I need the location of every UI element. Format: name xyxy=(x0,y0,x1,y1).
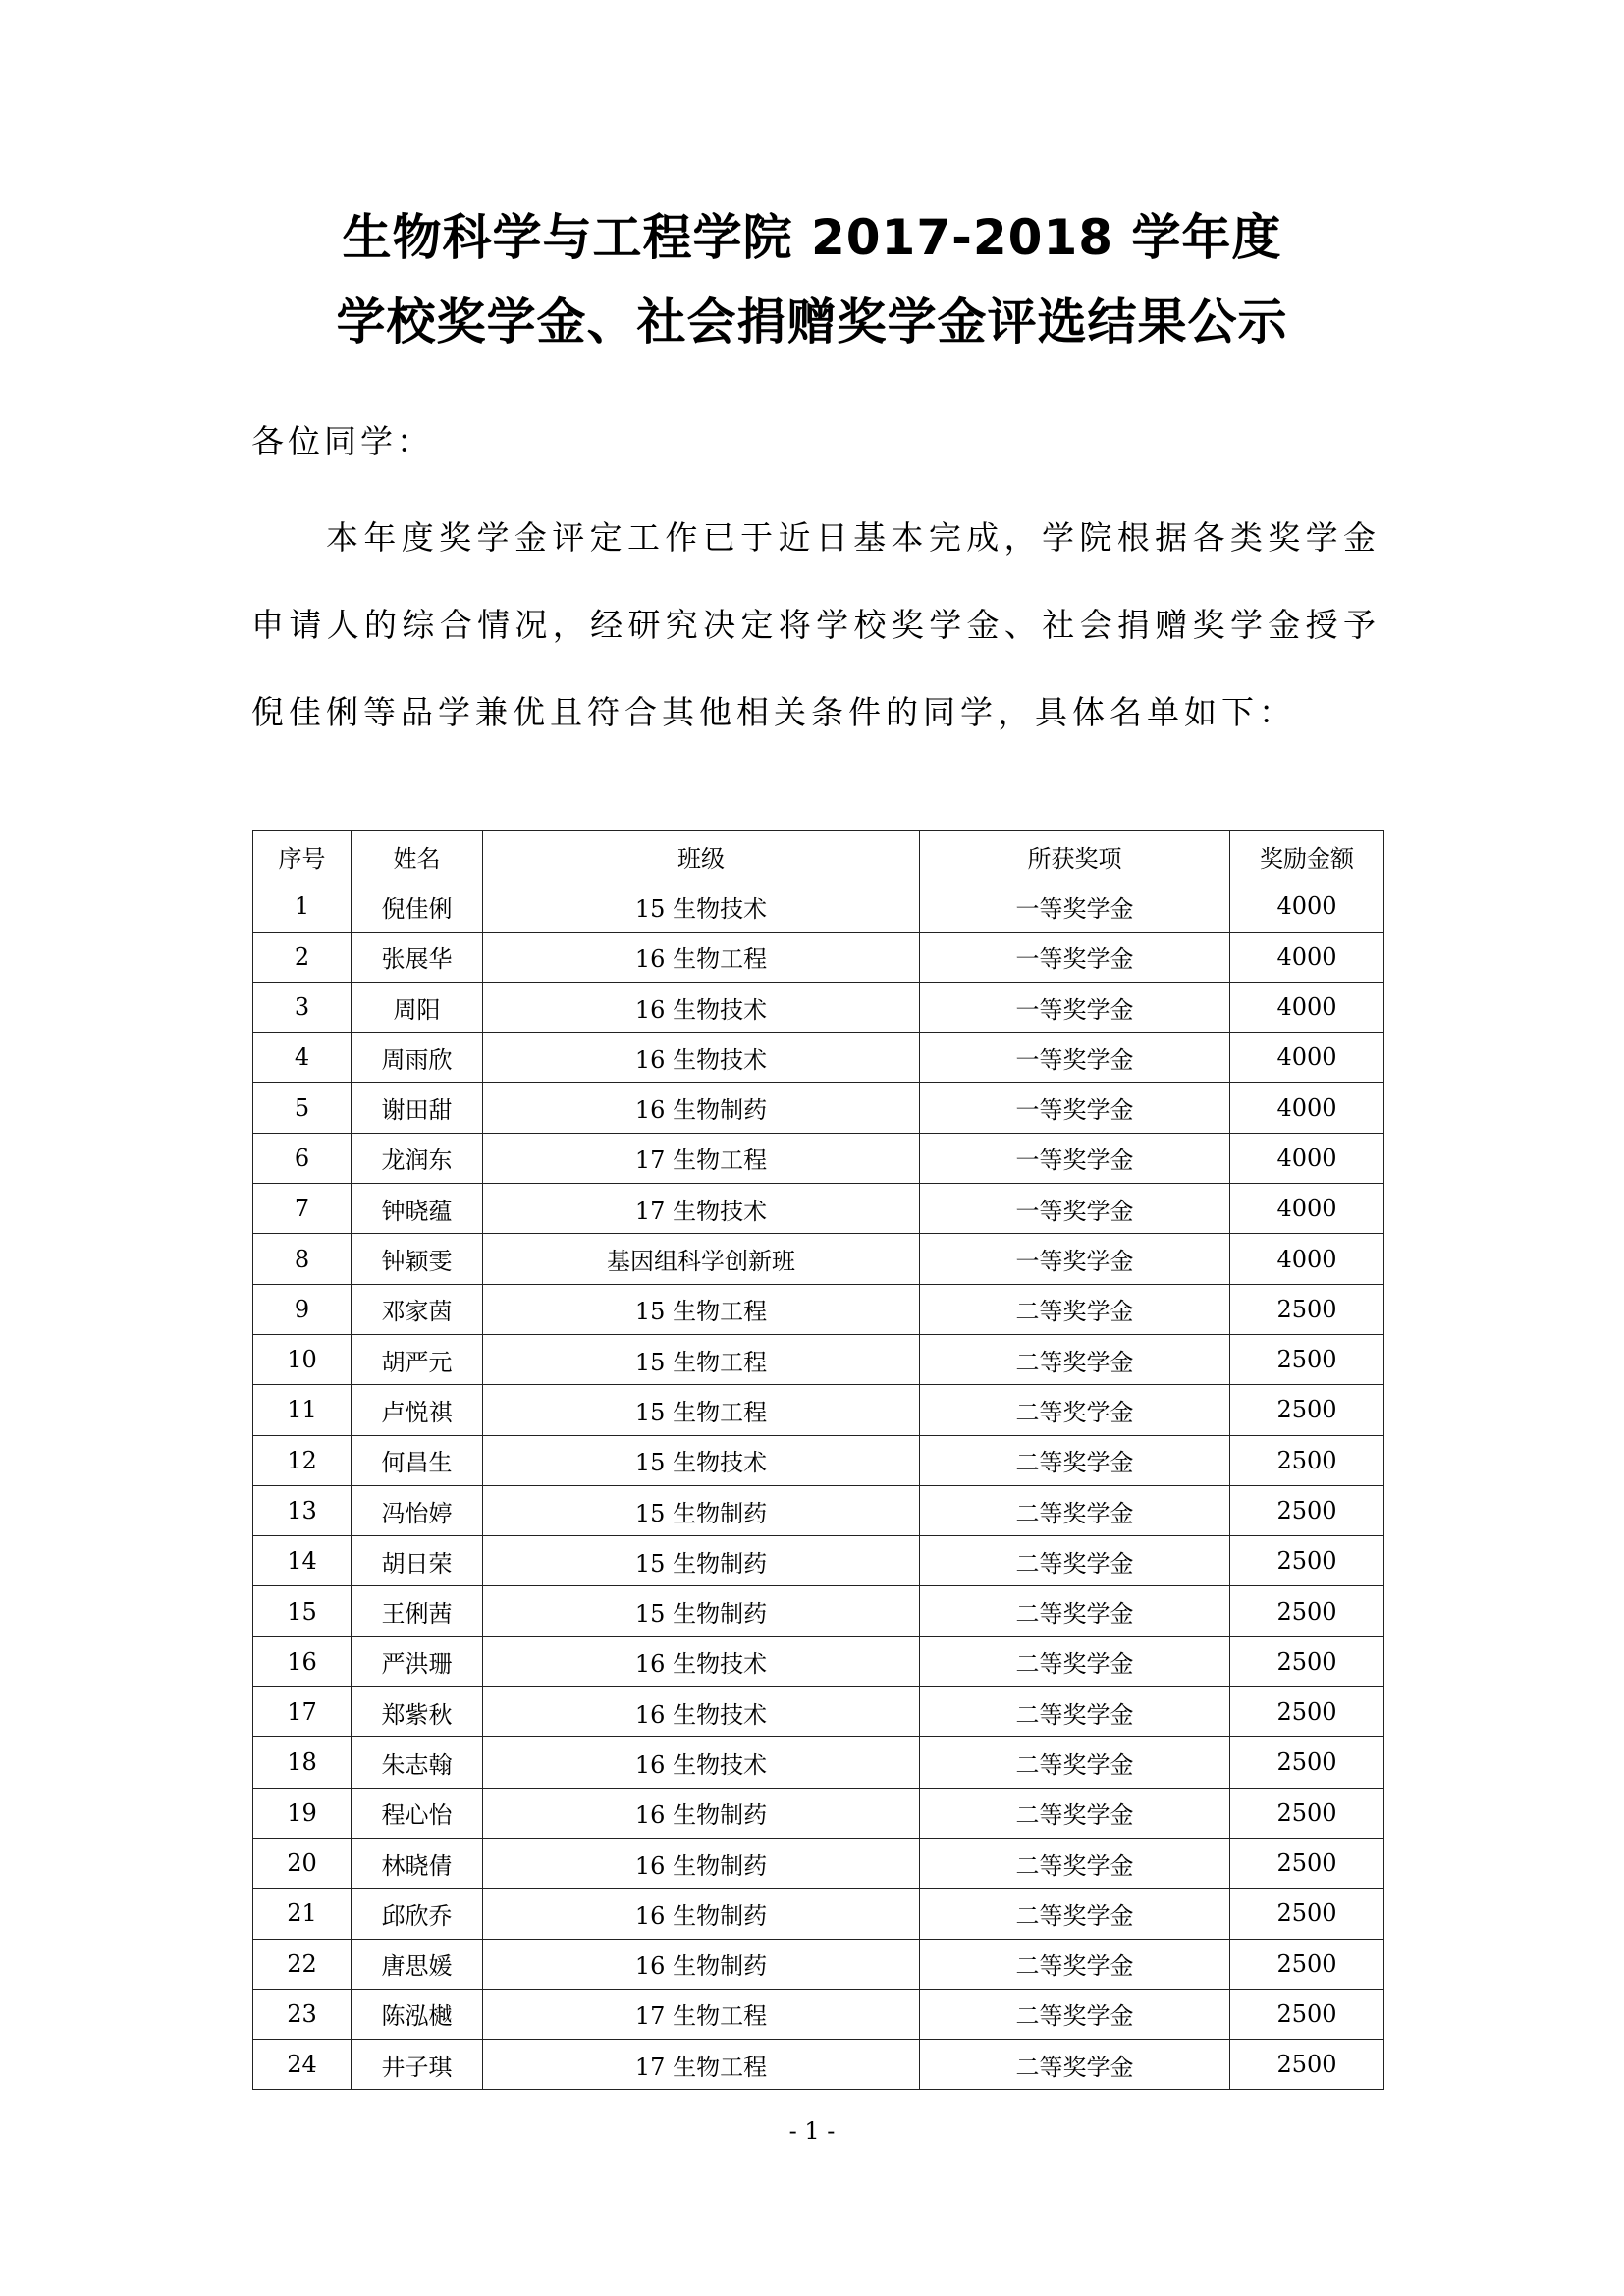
cell-amount: 4000 xyxy=(1230,1033,1384,1083)
cell-name: 邓家茵 xyxy=(352,1284,483,1334)
table-row xyxy=(253,881,1384,932)
cell-class: 17 生物技术 xyxy=(483,1184,920,1234)
cell-name: 张展华 xyxy=(352,932,483,982)
cell-seq: 12 xyxy=(253,1435,352,1485)
cell-class: 15 生物制药 xyxy=(483,1485,920,1535)
cell-name: 严洪珊 xyxy=(352,1636,483,1686)
cell-seq: 11 xyxy=(253,1385,352,1435)
cell-award: 一等奖学金 xyxy=(920,1184,1230,1234)
cell-award: 二等奖学金 xyxy=(920,1536,1230,1586)
table-row xyxy=(253,1989,1384,2039)
header-amount: 奖励金额 xyxy=(1230,831,1384,881)
cell-amount: 2500 xyxy=(1230,1284,1384,1334)
cell-award: 一等奖学金 xyxy=(920,1234,1230,1284)
cell-award: 一等奖学金 xyxy=(920,1033,1230,1083)
cell-award: 一等奖学金 xyxy=(920,1133,1230,1183)
table-row xyxy=(253,1033,1384,1083)
header-name: 姓名 xyxy=(352,831,483,881)
cell-class: 16 生物制药 xyxy=(483,1939,920,1989)
cell-amount: 4000 xyxy=(1230,1133,1384,1183)
cell-name: 陈泓樾 xyxy=(352,1989,483,2039)
cell-class: 16 生物技术 xyxy=(483,1737,920,1788)
cell-seq: 15 xyxy=(253,1586,352,1636)
cell-amount: 2500 xyxy=(1230,1788,1384,1838)
cell-name: 冯怡婷 xyxy=(352,1485,483,1535)
cell-seq: 1 xyxy=(253,881,352,932)
cell-seq: 2 xyxy=(253,932,352,982)
cell-amount: 2500 xyxy=(1230,1385,1384,1435)
table-row xyxy=(253,1334,1384,1384)
table-row xyxy=(253,2040,1384,2090)
cell-amount: 4000 xyxy=(1230,881,1384,932)
cell-amount: 2500 xyxy=(1230,1838,1384,1888)
cell-class: 16 生物制药 xyxy=(483,1838,920,1888)
cell-name: 程心怡 xyxy=(352,1788,483,1838)
table-row xyxy=(253,1435,1384,1485)
cell-class: 16 生物制药 xyxy=(483,1083,920,1133)
body-paragraph: 本年度奖学金评定工作已于近日基本完成，学院根据各类奖学金申请人的综合情况，经研究决定将学校奖学金、社会捐赠奖学金授予倪佳俐等品学兼优且符合其他相关条件的同学，具体名单如下： xyxy=(251,518,1380,731)
cell-seq: 13 xyxy=(253,1485,352,1535)
cell-award: 二等奖学金 xyxy=(920,1636,1230,1686)
cell-award: 二等奖学金 xyxy=(920,1385,1230,1435)
cell-name: 龙润东 xyxy=(352,1133,483,1183)
cell-seq: 4 xyxy=(253,1033,352,1083)
table-row xyxy=(253,1485,1384,1535)
cell-name: 邱欣乔 xyxy=(352,1889,483,1939)
cell-award: 二等奖学金 xyxy=(920,1939,1230,1989)
cell-award: 二等奖学金 xyxy=(920,2040,1230,2090)
cell-class: 16 生物制药 xyxy=(483,1889,920,1939)
cell-class: 17 生物工程 xyxy=(483,1989,920,2039)
cell-name: 郑紫秋 xyxy=(352,1687,483,1737)
cell-class: 15 生物工程 xyxy=(483,1385,920,1435)
table-row xyxy=(253,1636,1384,1686)
cell-award: 一等奖学金 xyxy=(920,881,1230,932)
cell-name: 钟颖雯 xyxy=(352,1234,483,1284)
table-header-row xyxy=(253,831,1384,881)
cell-award: 二等奖学金 xyxy=(920,1435,1230,1485)
table-row xyxy=(253,1234,1384,1284)
cell-seq: 24 xyxy=(253,2040,352,2090)
cell-class: 17 生物工程 xyxy=(483,1133,920,1183)
cell-award: 二等奖学金 xyxy=(920,1838,1230,1888)
cell-seq: 14 xyxy=(253,1536,352,1586)
cell-award: 二等奖学金 xyxy=(920,1989,1230,2039)
cell-award: 二等奖学金 xyxy=(920,1737,1230,1788)
cell-name: 林晓倩 xyxy=(352,1838,483,1888)
cell-seq: 3 xyxy=(253,982,352,1032)
cell-name: 周雨欣 xyxy=(352,1033,483,1083)
cell-award: 二等奖学金 xyxy=(920,1485,1230,1535)
scholarship-table xyxy=(252,830,1384,2090)
cell-class: 16 生物制药 xyxy=(483,1788,920,1838)
cell-seq: 18 xyxy=(253,1737,352,1788)
cell-name: 何昌生 xyxy=(352,1435,483,1485)
header-class: 班级 xyxy=(483,831,920,881)
cell-class: 15 生物制药 xyxy=(483,1536,920,1586)
cell-seq: 10 xyxy=(253,1334,352,1384)
table-row xyxy=(253,1133,1384,1183)
cell-amount: 2500 xyxy=(1230,1889,1384,1939)
cell-name: 卢悦祺 xyxy=(352,1385,483,1435)
cell-amount: 4000 xyxy=(1230,1083,1384,1133)
cell-amount: 2500 xyxy=(1230,1536,1384,1586)
cell-name: 王俐茜 xyxy=(352,1586,483,1636)
cell-award: 二等奖学金 xyxy=(920,1889,1230,1939)
cell-name: 唐思媛 xyxy=(352,1939,483,1989)
cell-seq: 22 xyxy=(253,1939,352,1989)
cell-seq: 16 xyxy=(253,1636,352,1686)
cell-amount: 2500 xyxy=(1230,1334,1384,1384)
cell-name: 钟晓蕴 xyxy=(352,1184,483,1234)
cell-award: 一等奖学金 xyxy=(920,932,1230,982)
cell-amount: 2500 xyxy=(1230,1687,1384,1737)
table-row xyxy=(253,1939,1384,1989)
cell-class: 16 生物技术 xyxy=(483,982,920,1032)
table-row xyxy=(253,1284,1384,1334)
cell-award: 二等奖学金 xyxy=(920,1687,1230,1737)
cell-award: 二等奖学金 xyxy=(920,1788,1230,1838)
cell-seq: 8 xyxy=(253,1234,352,1284)
cell-name: 胡严元 xyxy=(352,1334,483,1384)
cell-class: 16 生物技术 xyxy=(483,1033,920,1083)
cell-class: 15 生物工程 xyxy=(483,1284,920,1334)
cell-amount: 4000 xyxy=(1230,1184,1384,1234)
cell-amount: 4000 xyxy=(1230,982,1384,1032)
cell-seq: 20 xyxy=(253,1838,352,1888)
table-row xyxy=(253,1385,1384,1435)
page-number: - 1 - xyxy=(788,2117,836,2145)
table-row xyxy=(253,1889,1384,1939)
cell-class: 16 生物工程 xyxy=(483,932,920,982)
table-row xyxy=(253,1737,1384,1788)
cell-amount: 2500 xyxy=(1230,1636,1384,1686)
cell-seq: 6 xyxy=(253,1133,352,1183)
cell-class: 16 生物技术 xyxy=(483,1636,920,1686)
cell-amount: 4000 xyxy=(1230,1234,1384,1284)
cell-award: 二等奖学金 xyxy=(920,1284,1230,1334)
cell-name: 谢田甜 xyxy=(352,1083,483,1133)
cell-class: 15 生物制药 xyxy=(483,1586,920,1636)
cell-amount: 2500 xyxy=(1230,1939,1384,1989)
cell-award: 二等奖学金 xyxy=(920,1334,1230,1384)
document-title-line-1: 生物科学与工程学院 2017-2018 学年度 xyxy=(342,209,1282,266)
cell-class: 15 生物技术 xyxy=(483,881,920,932)
table-body xyxy=(253,881,1384,2090)
cell-name: 胡日荣 xyxy=(352,1536,483,1586)
header-seq: 序号 xyxy=(253,831,352,881)
cell-seq: 5 xyxy=(253,1083,352,1133)
cell-name: 周阳 xyxy=(352,982,483,1032)
cell-name: 井子琪 xyxy=(352,2040,483,2090)
table-row xyxy=(253,1184,1384,1234)
cell-award: 一等奖学金 xyxy=(920,1083,1230,1133)
table-row xyxy=(253,1838,1384,1888)
cell-class: 16 生物技术 xyxy=(483,1687,920,1737)
cell-amount: 4000 xyxy=(1230,932,1384,982)
cell-award: 二等奖学金 xyxy=(920,1586,1230,1636)
cell-class: 17 生物工程 xyxy=(483,2040,920,2090)
cell-name: 倪佳俐 xyxy=(352,881,483,932)
cell-amount: 2500 xyxy=(1230,1485,1384,1535)
table-row xyxy=(253,1586,1384,1636)
cell-amount: 2500 xyxy=(1230,2040,1384,2090)
cell-seq: 9 xyxy=(253,1284,352,1334)
table-row xyxy=(253,1788,1384,1838)
cell-amount: 2500 xyxy=(1230,1989,1384,2039)
header-award: 所获奖项 xyxy=(920,831,1230,881)
cell-seq: 19 xyxy=(253,1788,352,1838)
salutation: 各位同学： xyxy=(251,422,433,460)
cell-amount: 2500 xyxy=(1230,1435,1384,1485)
cell-seq: 7 xyxy=(253,1184,352,1234)
table-row xyxy=(253,1083,1384,1133)
cell-class: 15 生物工程 xyxy=(483,1334,920,1384)
cell-class: 基因组科学创新班 xyxy=(483,1234,920,1284)
table-row xyxy=(253,1687,1384,1737)
cell-award: 一等奖学金 xyxy=(920,982,1230,1032)
table-row xyxy=(253,982,1384,1032)
document-title-line-2: 学校奖学金、社会捐赠奖学金评选结果公示 xyxy=(336,294,1288,350)
cell-seq: 17 xyxy=(253,1687,352,1737)
cell-amount: 2500 xyxy=(1230,1737,1384,1788)
cell-amount: 2500 xyxy=(1230,1586,1384,1636)
table-row xyxy=(253,932,1384,982)
cell-seq: 23 xyxy=(253,1989,352,2039)
cell-seq: 21 xyxy=(253,1889,352,1939)
cell-class: 15 生物技术 xyxy=(483,1435,920,1485)
cell-name: 朱志翰 xyxy=(352,1737,483,1788)
table-row xyxy=(253,1536,1384,1586)
